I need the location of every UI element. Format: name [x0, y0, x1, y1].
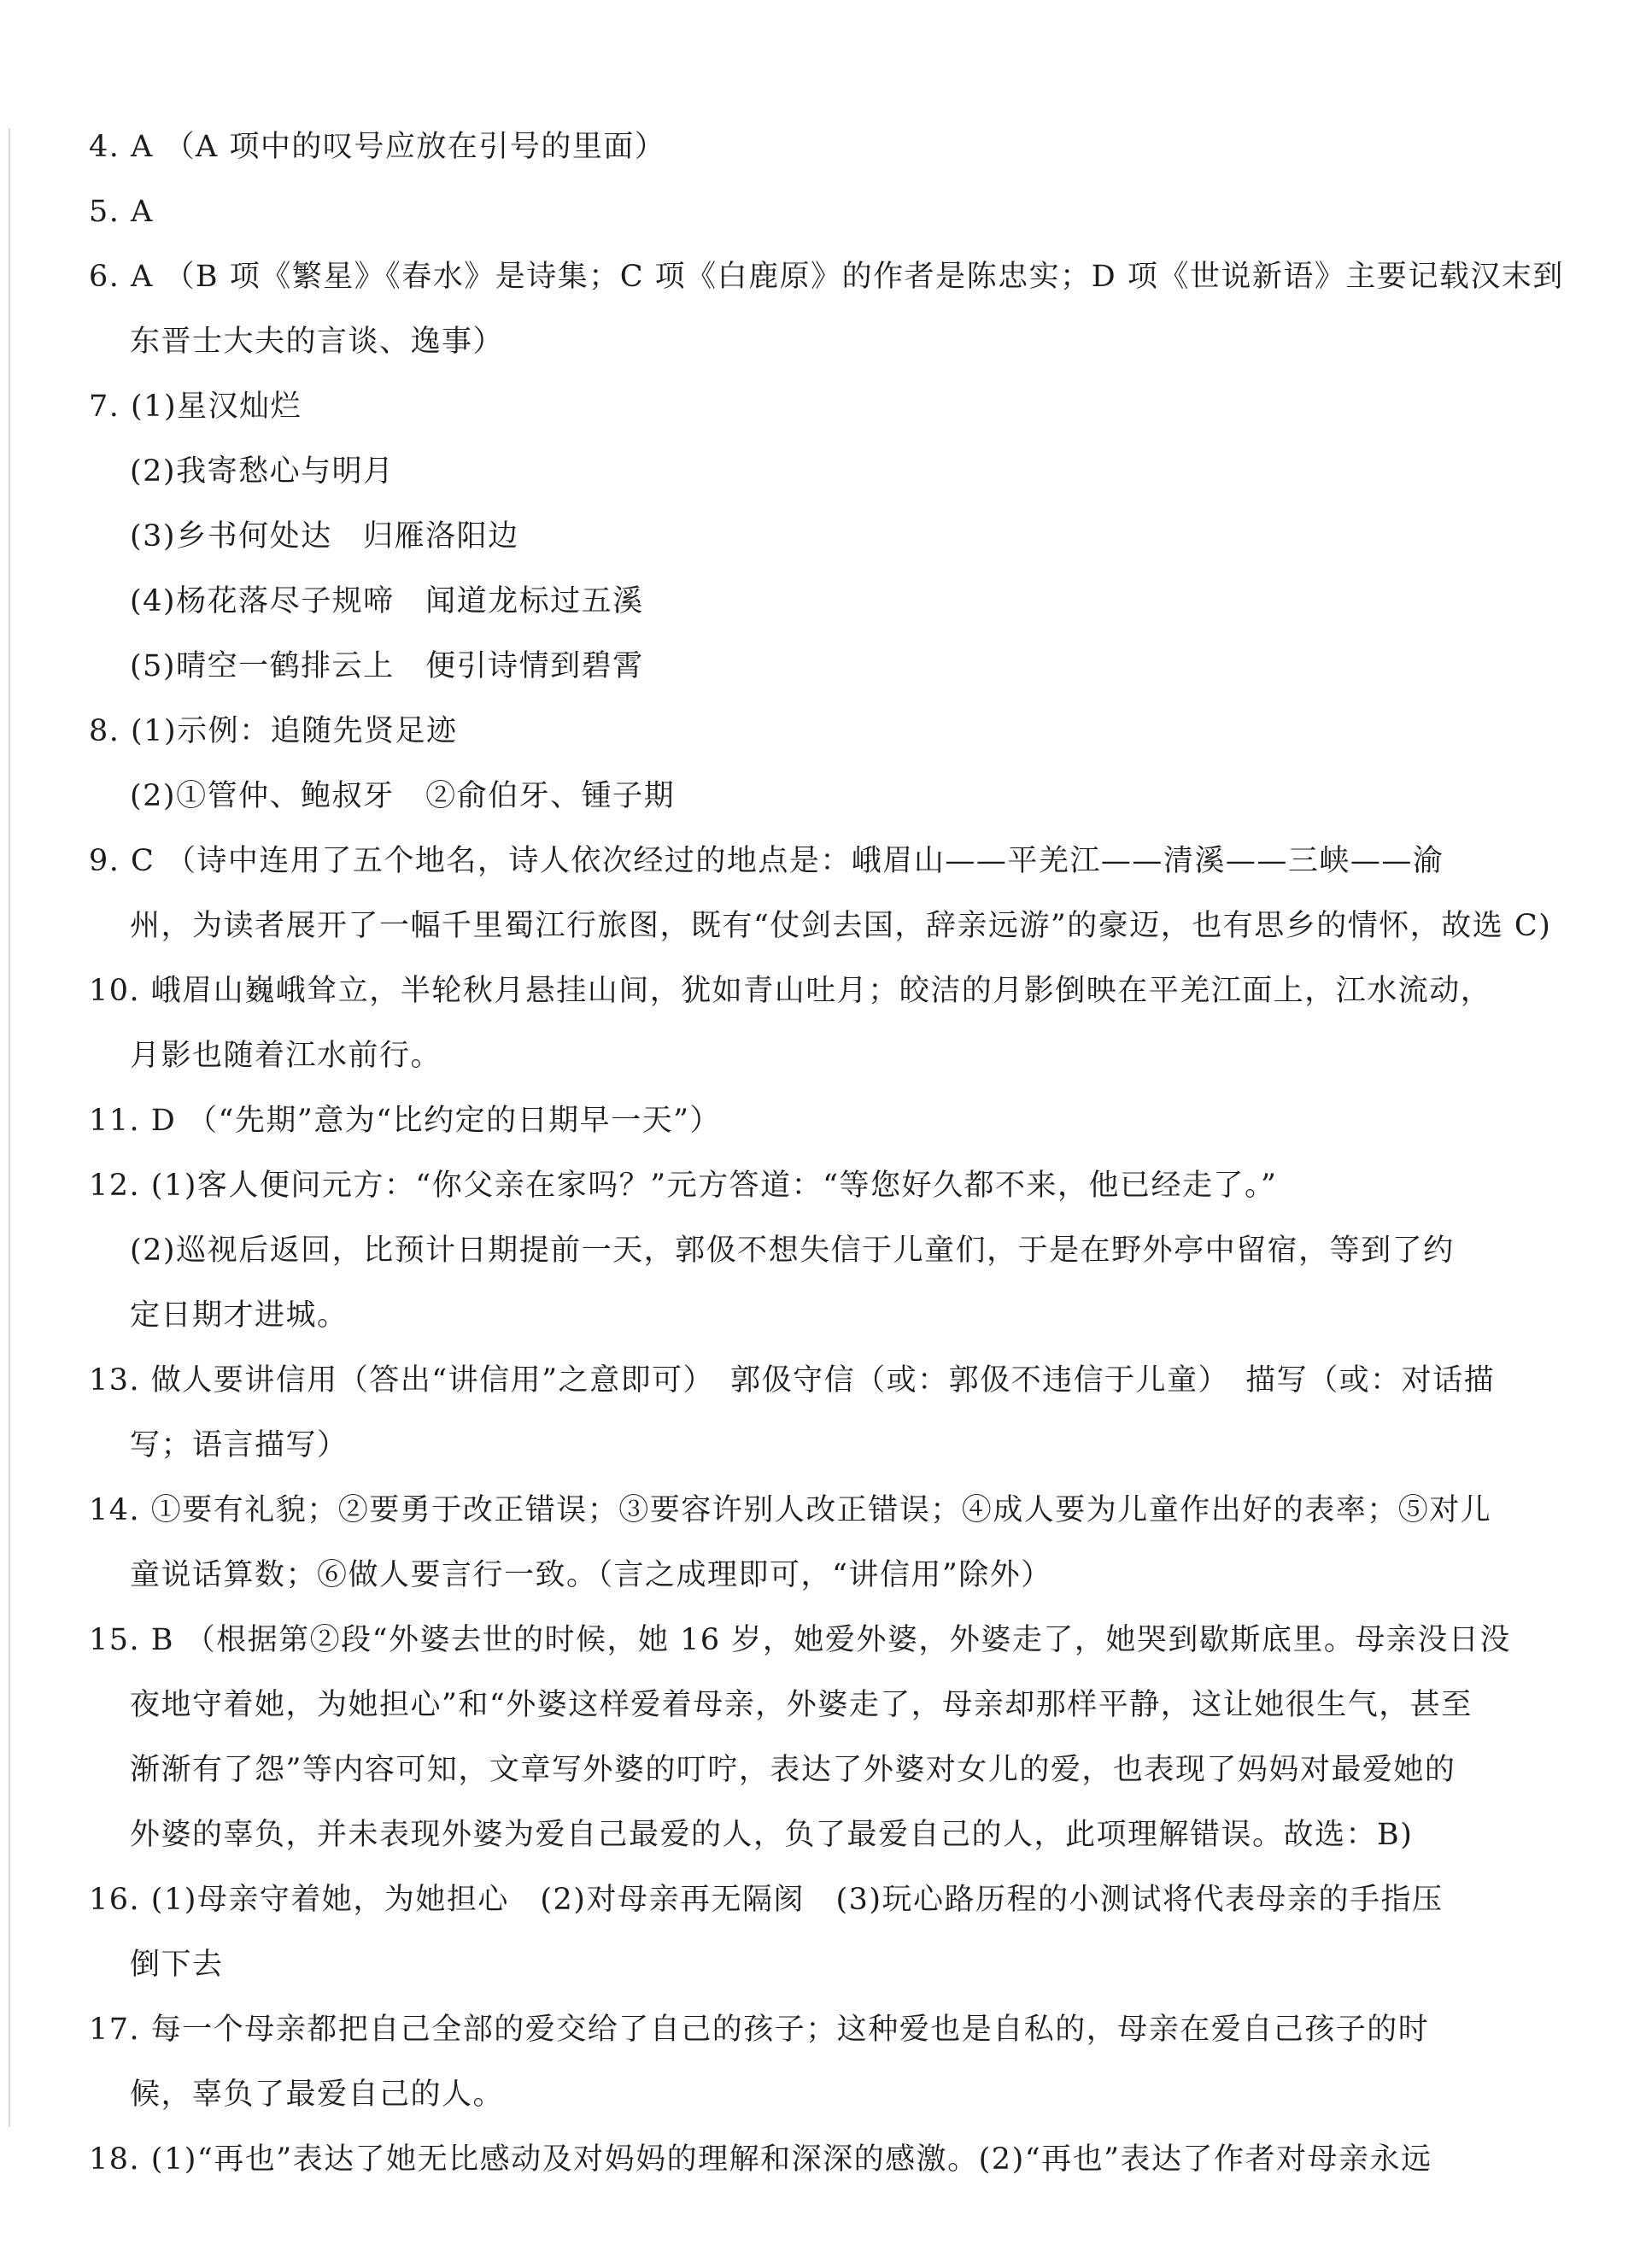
answer-7: 7. (1)星汉灿烂 — [89, 390, 302, 424]
answer-15-cont-2: 渐渐有了怨”等内容可知，文章写外婆的叮咛，表达了外婆对女儿的爱，也表现了妈妈对最爱她的 — [130, 1753, 1456, 1787]
answer-12-2-cont: 定日期才进城。 — [130, 1298, 349, 1333]
answer-10-cont: 月影也随着江水前行。 — [130, 1039, 442, 1073]
answer-12-2: (2)巡视后返回，比预计日期提前一天，郭伋不想失信于儿童们，于是在野外亭中留宿，等到了约 — [130, 1234, 1455, 1268]
answer-16-cont: 倒下去 — [130, 1948, 224, 1982]
page-margin-line — [9, 128, 10, 2127]
answer-15-cont-1: 夜地守着她，为她担心”和“外婆这样爱着母亲，外婆走了，母亲却那样平静，这让她很生气，甚至 — [130, 1688, 1473, 1722]
answer-5: 5. A — [89, 195, 154, 229]
answer-7-4: (4)杨花落尽子规啼 闻道龙标过五溪 — [130, 584, 644, 618]
answer-9: 9. C （诗中连用了五个地名，诗人依次经过的地点是：峨眉山——平羌江——清溪——三峡——渝 — [89, 844, 1444, 878]
answer-6-cont: 东晋士大夫的言谈、逸事） — [130, 325, 505, 359]
answer-10: 10. 峨眉山巍峨耸立，半轮秋月悬挂山间，犹如青山吐月；皎洁的月影倒映在平羌江面上，江水流动， — [89, 974, 1492, 1008]
answer-17: 17. 每一个母亲都把自己全部的爱交给了自己的孩子；这种爱也是自私的，母亲在爱自己孩子的时 — [89, 2013, 1430, 2047]
answer-16: 16. (1)母亲守着她，为她担心 (2)对母亲再无隔阂 (3)玩心路历程的小测试将代表母亲的手指压 — [89, 1883, 1444, 1917]
answer-17-cont: 候，辜负了最爱自己的人。 — [130, 2078, 505, 2112]
answer-15: 15. B （根据第②段“外婆去世的时候，她 16 岁，她爱外婆，外婆走了，她哭到歇斯底里。母亲没日没 — [89, 1623, 1511, 1657]
answer-7-2: (2)我寄愁心与明月 — [130, 454, 395, 489]
answer-8-2: (2)①管仲、鲍叔牙 ②俞伯牙、锺子期 — [130, 779, 676, 813]
answer-14-cont: 童说话算数；⑥做人要言行一致。（言之成理即可，“讲信用”除外） — [130, 1558, 1052, 1592]
answer-7-5: (5)晴空一鹤排云上 便引诗情到碧霄 — [130, 649, 644, 683]
answer-14: 14. ①要有礼貌；②要勇于改正错误；③要容许别人改正错误；④成人要为儿童作出好的表率；⑤对儿 — [89, 1493, 1492, 1527]
answer-13-cont: 写；语言描写） — [130, 1428, 349, 1462]
answer-12: 12. (1)客人便问元方：“你父亲在家吗？”元方答道：“等您好久都不来，他已经走了。” — [89, 1169, 1278, 1203]
answer-4: 4. A （A 项中的叹号应放在引号的里面） — [89, 130, 666, 164]
answer-8: 8. (1)示例：追随先贤足迹 — [89, 714, 458, 748]
answer-9-cont: 州，为读者展开了一幅千里蜀江行旅图，既有“仗剑去国，辞亲远游”的豪迈，也有思乡的情怀，故选 C) — [130, 909, 1552, 943]
answer-6: 6. A （B 项《繁星》《春水》是诗集；C 项《白鹿原》的作者是陈忠实；D 项《世说新语》主要记载汉末到 — [89, 260, 1564, 294]
answer-13: 13. 做人要讲信用（答出“讲信用”之意即可） 郭伋守信（或：郭伋不违信于儿童） 描写（或：对话描 — [89, 1363, 1496, 1398]
answer-7-3: (3)乡书何处达 归雁洛阳边 — [130, 519, 519, 554]
answer-18: 18. (1)“再也”表达了她无比感动及对妈妈的理解和深深的感激。(2)“再也”表达了作者对母亲永远 — [89, 2142, 1432, 2177]
answer-11: 11. D （“先期”意为“比约定的日期早一天”） — [89, 1104, 722, 1138]
answer-15-cont-3: 外婆的辜负，并未表现外婆为爱自己最爱的人，负了最爱自己的人，此项理解错误。故选：B) — [130, 1818, 1414, 1852]
